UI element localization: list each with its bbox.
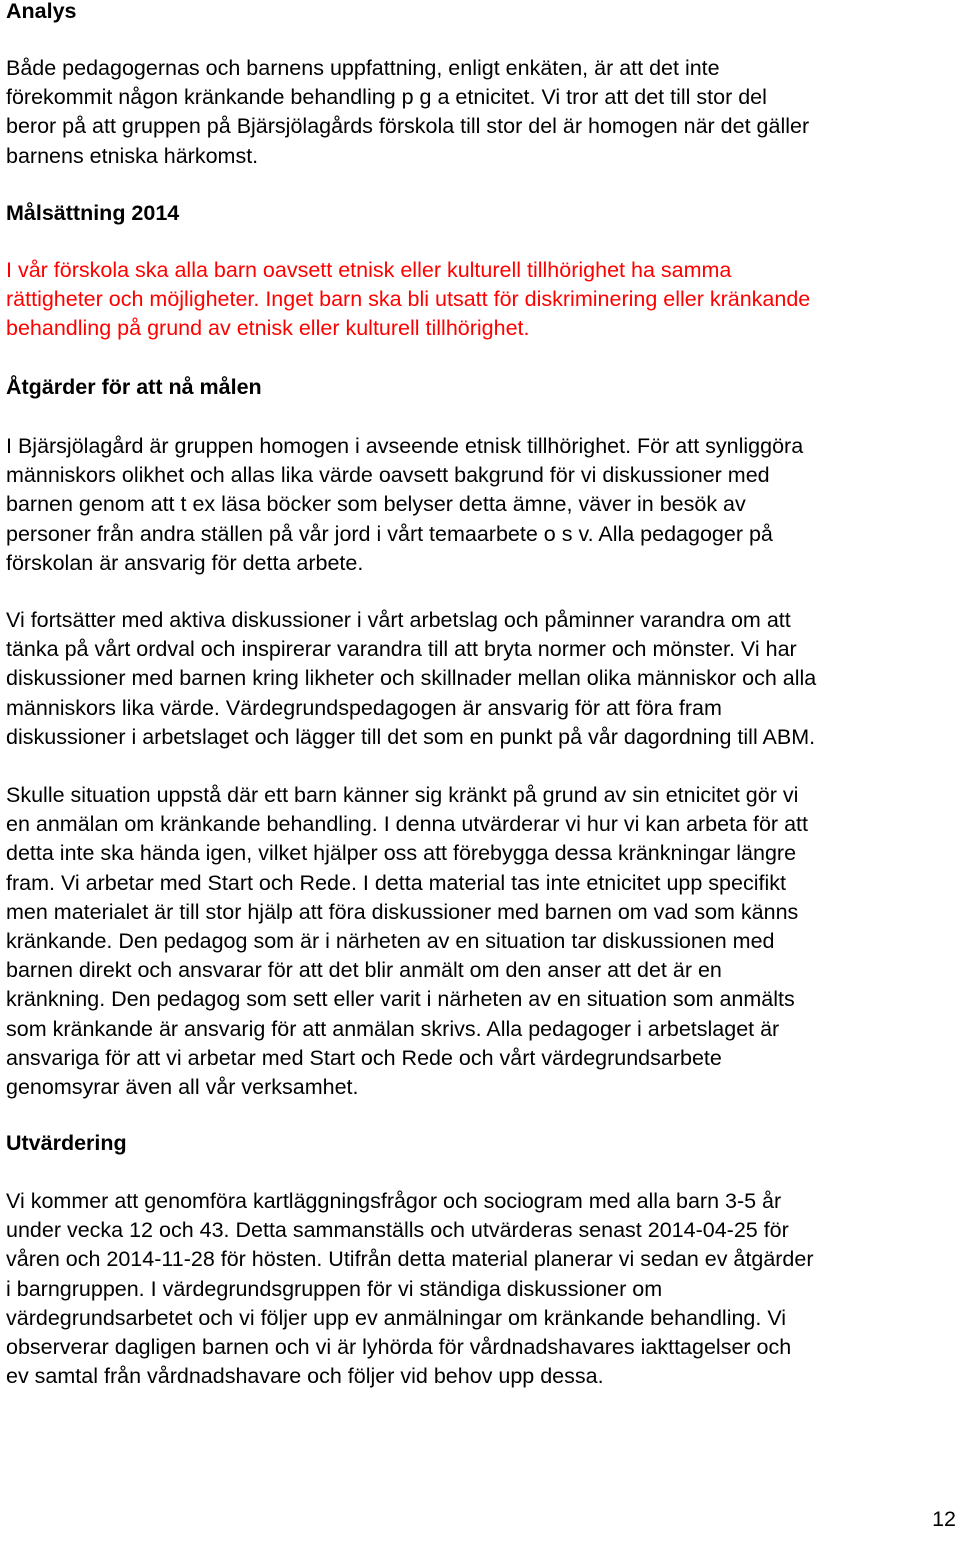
page-number: 12 <box>932 1507 956 1531</box>
text-line: under vecka 12 och 43. Detta sammanställs och utvärderas senast 2014-04-25 för <box>6 1218 789 1243</box>
text-line: Vi fortsätter med aktiva diskussioner i vårt arbetslag och påminner varandra om att <box>6 608 791 632</box>
text-line: rättigheter och möjligheter. Inget barn ska bli utsatt för diskriminering eller kränkande <box>6 287 811 312</box>
paragraph-atgarder-homogen <box>6 432 803 578</box>
text-line: värdegrundsarbetet och vi följer upp ev anmälningar om kränkande behandling. Vi <box>6 1305 787 1330</box>
text-line: I Bjärsjölagård är gruppen homogen i avseende etnisk tillhörighet. För att synliggöra <box>6 434 804 458</box>
heading-analys: Analys <box>6 0 77 23</box>
text-line: Skulle situation uppstå där ett barn känner sig kränkt på grund av sin etnicitet gör vi <box>6 783 799 807</box>
text-line: beror på att gruppen på Bjärsjölagårds förskola till stor del är homogen när det gäller <box>6 114 810 139</box>
text-line: fram. Vi arbetar med Start och Rede. I detta material tas inte etnicitet upp specifikt <box>6 870 786 895</box>
text-line: tänka på vårt ordval och inspirerar varandra till att bryta normer och mönster. Vi har <box>6 637 797 662</box>
text-line: förskolan är ansvarig för detta arbete. <box>6 550 364 575</box>
text-line: förekommit någon kränkande behandling p g a etnicitet. Vi tror att det till stor del <box>6 85 767 110</box>
text-line: detta inte ska hända igen, vilket hjälper oss att förebygga dessa kränkningar längre <box>6 841 797 866</box>
text-line: kränkande. Den pedagog som är i närheten av en situation tar diskussionen med <box>6 929 775 954</box>
text-line: som kränkande är ansvarig för att anmälan skrivs. Alla pedagoger i arbetslaget är <box>6 1016 780 1041</box>
paragraph-analys-intro <box>6 54 809 171</box>
text-line: en anmälan om kränkande behandling. I denna utvärderar vi hur vi kan arbeta för att <box>6 812 808 837</box>
text-line: personer från andra ställen på vår jord i vårt temaarbete o s v. Alla pedagoger på <box>6 521 773 546</box>
text-line: kränkning. Den pedagog som sett eller varit i närheten av en situation som anmälts <box>6 987 795 1012</box>
text-line: våren och 2014-11-28 för hösten. Utifrån detta material planerar vi sedan ev åtgärder <box>6 1247 814 1272</box>
paragraph-atgarder-anmalan <box>6 781 808 1102</box>
text-line: ansvariga för att vi arbetar med Start och Rede och vårt värdegrundsarbete <box>6 1045 722 1070</box>
heading-malsattning: Målsättning 2014 <box>6 201 180 225</box>
text-line: observerar dagligen barnen och vi är lyhörda för vårdnadshavares iakttagelser och <box>6 1335 792 1360</box>
text-line: men materialet är till stor hjälp att föra diskussioner med barnen om vad som känns <box>6 899 799 924</box>
paragraph-malsattning-goal <box>6 256 810 344</box>
text-line: barnen direkt och ansvarar för att det blir anmält om den anser att det är en <box>6 958 722 983</box>
text-line: Vi kommer att genomföra kartläggningsfrågor och sociogram med alla barn 3-5 år <box>6 1189 782 1213</box>
text-line: diskussioner med barnen kring likheter och skillnader mellan olika människor och alla <box>6 666 817 691</box>
text-line: diskussioner i arbetslaget och lägger till det som en punkt på vår dagordning till ABM. <box>6 724 816 749</box>
paragraph-utvardering <box>6 1187 814 1391</box>
text-line: människors lika värde. Värdegrundspedagogen är ansvarig för att föra fram <box>6 695 722 720</box>
paragraph-atgarder-diskussioner <box>6 606 816 752</box>
text-line: i barngruppen. I värdegrundsgruppen för vi ständiga diskussioner om <box>6 1276 663 1301</box>
text-line: människors olikhet och allas lika värde oavsett bakgrund för vi diskussioner med <box>6 463 770 488</box>
text-line: barnen genom att t ex läsa böcker som belyser detta ämne, väver in besök av <box>6 492 746 517</box>
text-line: Både pedagogernas och barnens uppfattning, enligt enkäten, är att det inte <box>6 56 720 80</box>
text-line: genomsyrar även all vår verksamhet. <box>6 1075 359 1100</box>
heading-atgarder: Åtgärder för att nå målen <box>6 375 262 399</box>
text-line: barnens etniska härkomst. <box>6 143 259 168</box>
text-line: I vår förskola ska alla barn oavsett etnisk eller kulturell tillhörighet ha samma <box>6 258 732 282</box>
heading-utvardering: Utvärdering <box>6 1131 127 1155</box>
text-line: behandling på grund av etnisk eller kulturell tillhörighet. <box>6 316 530 341</box>
text-line: ev samtal från vårdnadshavare och följer vid behov upp dessa. <box>6 1364 604 1389</box>
